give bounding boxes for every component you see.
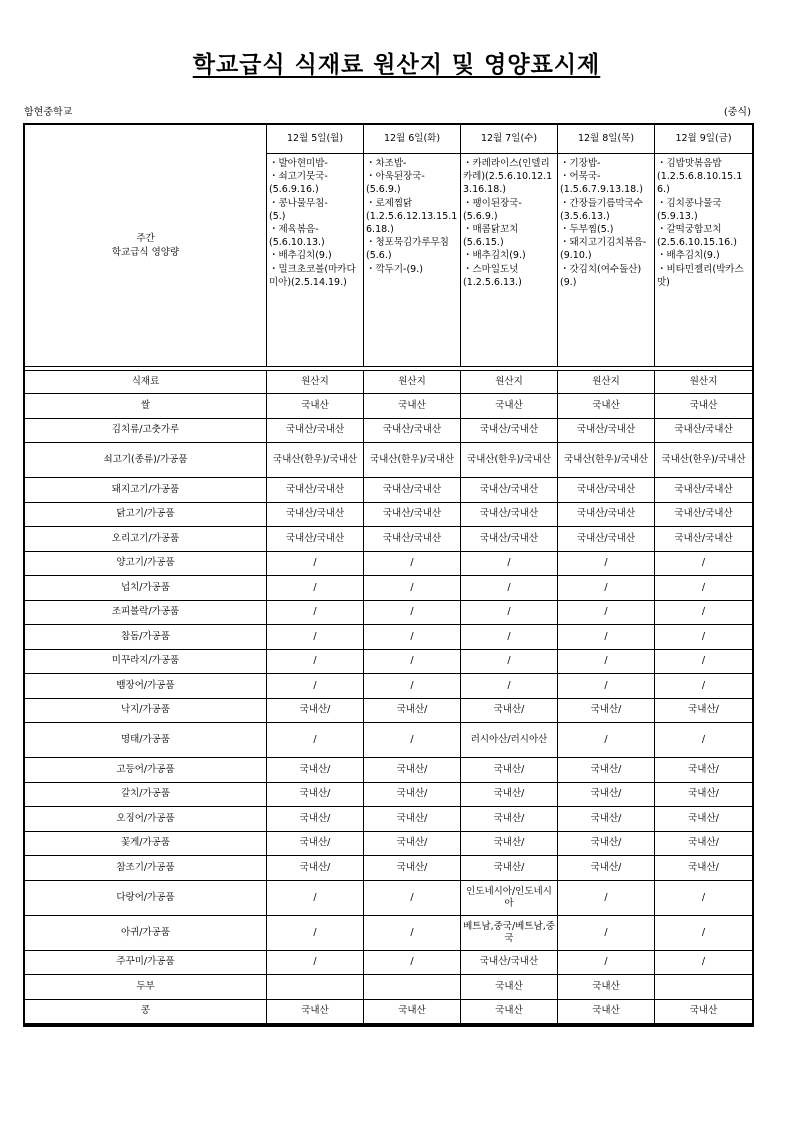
origin-value: 국내산/ [461, 831, 558, 856]
menu-date: 12월 6일(화) [364, 125, 461, 154]
origin-value: 국내산 [558, 975, 655, 1000]
origin-value [655, 975, 753, 1000]
ingredient-name: 참돔/가공품 [25, 625, 267, 650]
origin-value: 국내산/ [558, 856, 655, 881]
origin-header-row [25, 371, 753, 394]
origin-value: 국내산 [461, 975, 558, 1000]
menu-item: ・스마일도넛 [463, 263, 519, 275]
ingredient-name: 넙치/가공품 [25, 576, 267, 601]
origin-row [25, 880, 753, 915]
menu-cell [267, 154, 364, 367]
origin-value: / [364, 625, 461, 650]
origin-value: 국내산/ [461, 782, 558, 807]
origin-value: 국내산 [461, 394, 558, 419]
origin-value: 국내산 [461, 999, 558, 1024]
origin-value: / [267, 950, 364, 975]
menu-item: ・제육볶음- [269, 224, 319, 236]
origin-row [25, 915, 753, 950]
school-name: 함현중학교 [24, 107, 73, 118]
origin-value: 국내산(한우)/국내산 [655, 443, 753, 478]
menu-date-row [25, 125, 753, 154]
origin-header: 원산지 [558, 371, 655, 394]
origin-value: 국내산/국내산 [364, 418, 461, 443]
menu-item: (5.9.13.) [657, 210, 698, 222]
origin-value: / [655, 576, 753, 601]
origin-value: 국내산/국내산 [461, 478, 558, 503]
origin-value: 국내산/ [558, 807, 655, 832]
origin-value [267, 975, 364, 1000]
ingredient-name: 미꾸라지/가공품 [25, 649, 267, 674]
origin-value: 국내산/국내산 [558, 527, 655, 552]
menu-item: ・콩나물무침- [269, 197, 328, 209]
menu-cell [655, 154, 753, 367]
menu-item: (5.6.9.16.) [269, 184, 319, 196]
origin-value: 국내산/ [364, 807, 461, 832]
ingredient-name: 콩 [25, 999, 267, 1024]
origin-row [25, 600, 753, 625]
origin-value: 국내산/ [461, 698, 558, 723]
origin-value: / [558, 625, 655, 650]
origin-value: / [655, 915, 753, 950]
origin-header: 원산지 [364, 371, 461, 394]
origin-value: 국내산/ [364, 782, 461, 807]
origin-value: 국내산/ [558, 782, 655, 807]
origin-row [25, 551, 753, 576]
origin-value: / [558, 649, 655, 674]
origin-value: / [267, 674, 364, 699]
origin-value: / [461, 625, 558, 650]
origin-value: / [364, 880, 461, 915]
ingredient-name: 뱀장어/가공품 [25, 674, 267, 699]
origin-value: 국내산 [558, 394, 655, 419]
menu-item: (1.2.5.6.12.13.15.16.18.) [366, 210, 458, 236]
origin-value: / [461, 600, 558, 625]
origin-value: 국내산/ [461, 758, 558, 783]
menu-item: (5.6.10.13.) [269, 237, 325, 249]
origin-value: / [558, 551, 655, 576]
origin-value: / [461, 649, 558, 674]
menu-item: ・갈떡궁합꼬치 [657, 224, 722, 236]
origin-value: 국내산/ [364, 856, 461, 881]
origin-value: / [558, 674, 655, 699]
ingredient-name: 김치류/고춧가루 [25, 418, 267, 443]
ingredient-name: 꽃게/가공품 [25, 831, 267, 856]
origin-value: / [267, 915, 364, 950]
origin-value: 국내산/국내산 [461, 418, 558, 443]
origin-row [25, 418, 753, 443]
menu-item: (5.6.15.) [463, 237, 504, 249]
ingredient-name: 주꾸미/가공품 [25, 950, 267, 975]
menu-item: (2.5.6.10.15.16.) [657, 237, 737, 249]
menu-date: 12월 7일(수) [461, 125, 558, 154]
origin-value: / [558, 950, 655, 975]
origin-row [25, 856, 753, 881]
main-table [24, 124, 753, 1024]
origin-value: 국내산(한우)/국내산 [461, 443, 558, 478]
origin-value: 국내산/국내산 [655, 418, 753, 443]
origin-value: 국내산/ [267, 831, 364, 856]
menu-item: ・청포묵김가루무침(5.6.) [366, 237, 449, 262]
menu-item: ・아욱된장국- [366, 171, 425, 183]
menu-item: ・기장밥- [560, 158, 601, 169]
menu-item: ・배추김치(9.) [463, 250, 526, 262]
menu-item: ・갓김치(여수돌산)(9.) [560, 263, 642, 288]
ingredient-name: 쌀 [25, 394, 267, 419]
origin-value: / [558, 880, 655, 915]
menu-date: 12월 8일(목) [558, 125, 655, 154]
origin-value: 국내산 [364, 999, 461, 1024]
ingredient-name: 낙지/가공품 [25, 698, 267, 723]
menu-item: ・밀크초코볼(마카다미아)(2.5.14.19.) [269, 263, 356, 288]
menu-item: ・깍두기-(9.) [366, 263, 423, 275]
menu-item: ・간장들기름막국수(3.5.6.13.) [560, 197, 643, 222]
menu-item: (5.) [269, 210, 286, 222]
origin-value: / [267, 576, 364, 601]
origin-value: / [364, 600, 461, 625]
menu-date: 12월 5일(월) [267, 125, 364, 154]
origin-value: 국내산 [558, 999, 655, 1024]
origin-value: 국내산/ [267, 782, 364, 807]
origin-value: / [558, 915, 655, 950]
origin-header: 원산지 [461, 371, 558, 394]
origin-row [25, 443, 753, 478]
origin-header: 원산지 [267, 371, 364, 394]
menu-item: (1.2.5.6.8.10.15.16.) [657, 171, 743, 196]
menu-item: (5.6.9.) [463, 210, 498, 222]
origin-value: 국내산/ [267, 698, 364, 723]
menu-item: ・배추김치(9.) [657, 250, 720, 262]
menu-item: ・카레라이스(인델리카레)(2.5.6.10.12.13.16.18.) [463, 158, 553, 196]
ingredient-header: 식재료 [25, 371, 267, 394]
origin-value: / [655, 551, 753, 576]
origin-value: / [267, 551, 364, 576]
origin-value: 국내산 [267, 394, 364, 419]
origin-row [25, 674, 753, 699]
origin-row [25, 975, 753, 1000]
origin-value: 국내산/국내산 [267, 527, 364, 552]
origin-value: 국내산/ [655, 807, 753, 832]
origin-value: 국내산/ [655, 856, 753, 881]
origin-value: 국내산/ [558, 831, 655, 856]
menu-origin-table [23, 123, 754, 1027]
origin-value: / [655, 950, 753, 975]
origin-value: 국내산/국내산 [558, 478, 655, 503]
menu-item: ・팽이된장국- [463, 197, 522, 209]
origin-value: 국내산/국내산 [461, 502, 558, 527]
menu-cell [558, 154, 655, 367]
origin-value: / [655, 649, 753, 674]
ingredient-name: 쇠고기(종류)/가공품 [25, 443, 267, 478]
origin-value: 국내산/국내산 [364, 502, 461, 527]
origin-value: 국내산/ [655, 758, 753, 783]
origin-value: 국내산 [655, 394, 753, 419]
origin-value: 국내산/국내산 [461, 950, 558, 975]
origin-value: / [364, 576, 461, 601]
origin-value: / [364, 649, 461, 674]
origin-value: 러시아산/러시아산 [461, 723, 558, 758]
origin-value: 국내산 [655, 999, 753, 1024]
origin-value: 국내산/국내산 [558, 502, 655, 527]
origin-value: / [461, 576, 558, 601]
origin-row [25, 625, 753, 650]
menu-item: ・쇠고기뭇국- [269, 171, 328, 183]
ingredient-name: 양고기/가공품 [25, 551, 267, 576]
origin-row [25, 999, 753, 1024]
ingredient-name: 오리고기/가공품 [25, 527, 267, 552]
origin-value: 국내산/ [655, 831, 753, 856]
origin-value: / [267, 649, 364, 674]
origin-value: 국내산/국내산 [267, 418, 364, 443]
origin-value: 국내산/ [364, 698, 461, 723]
origin-value: 국내산/국내산 [267, 478, 364, 503]
origin-value: 국내산/ [461, 856, 558, 881]
origin-value [364, 975, 461, 1000]
origin-value: 국내산/국내산 [558, 418, 655, 443]
menu-item: (1.2.5.6.13.) [463, 276, 522, 288]
menu-date: 12월 9일(금) [655, 125, 753, 154]
origin-value: / [655, 880, 753, 915]
menu-item: ・김밥맛볶음밥 [657, 158, 722, 169]
origin-value: 국내산/ [558, 758, 655, 783]
origin-header: 원산지 [655, 371, 753, 394]
origin-value: 국내산/ [461, 807, 558, 832]
origin-value: / [461, 674, 558, 699]
origin-value: 국내산 [267, 999, 364, 1024]
origin-row [25, 807, 753, 832]
origin-row [25, 723, 753, 758]
origin-value: 국내산/ [267, 807, 364, 832]
ingredient-name: 아귀/가공품 [25, 915, 267, 950]
origin-value: / [655, 674, 753, 699]
origin-value: / [267, 600, 364, 625]
ingredient-name: 조피볼락/가공품 [25, 600, 267, 625]
origin-row [25, 527, 753, 552]
origin-value: / [558, 600, 655, 625]
origin-value: / [364, 950, 461, 975]
ingredient-name: 두부 [25, 975, 267, 1000]
menu-item: ・로제찜닭 [366, 197, 413, 209]
menu-item: ・김치콩나물국 [657, 197, 722, 209]
origin-value: / [364, 551, 461, 576]
origin-value: 인도네시아/인도네시아 [461, 880, 558, 915]
origin-value: / [655, 723, 753, 758]
origin-row [25, 698, 753, 723]
origin-value: / [461, 551, 558, 576]
ingredient-name: 오징어/가공품 [25, 807, 267, 832]
menu-item: ・발아현미밥- [269, 158, 328, 169]
origin-value: / [267, 723, 364, 758]
menu-item: ・어묵국- [560, 171, 601, 183]
menu-item: (5.6.9.) [366, 184, 401, 196]
origin-value: 국내산/ [267, 856, 364, 881]
document-title: 학교급식 식재료 원산지 및 영양표시제 [192, 52, 601, 78]
menu-item: ・배추김치(9.) [269, 250, 332, 262]
menu-cell [461, 154, 558, 367]
origin-value: 국내산/국내산 [267, 502, 364, 527]
origin-value: / [655, 625, 753, 650]
origin-value: 국내산/국내산 [364, 527, 461, 552]
origin-value: 국내산/국내산 [655, 478, 753, 503]
origin-value: / [558, 576, 655, 601]
origin-value: 국내산/국내산 [655, 527, 753, 552]
origin-value: / [267, 880, 364, 915]
menu-item: ・돼지고기김치볶음-(9.10.) [560, 237, 647, 262]
origin-value: / [364, 723, 461, 758]
origin-value: 국내산/ [364, 831, 461, 856]
origin-row [25, 831, 753, 856]
meal-type-label: (중식) [723, 107, 751, 118]
menu-item: ・매콤닭꼬치 [463, 224, 519, 236]
ingredient-name: 돼지고기/가공품 [25, 478, 267, 503]
origin-value: / [267, 625, 364, 650]
origin-value: 국내산/국내산 [364, 478, 461, 503]
origin-value: 국내산(한우)/국내산 [364, 443, 461, 478]
origin-row [25, 576, 753, 601]
origin-value: 국내산 [364, 394, 461, 419]
origin-value: 국내산/ [364, 758, 461, 783]
origin-value: 국내산/국내산 [461, 527, 558, 552]
origin-value: 국내산/국내산 [655, 502, 753, 527]
origin-value: / [364, 915, 461, 950]
ingredient-name: 고등어/가공품 [25, 758, 267, 783]
origin-value: 베트남,중국/베트남,중국 [461, 915, 558, 950]
origin-row [25, 758, 753, 783]
origin-row [25, 394, 753, 419]
ingredient-name: 참조기/가공품 [25, 856, 267, 881]
ingredient-name: 닭고기/가공품 [25, 502, 267, 527]
menu-item: (1.5.6.7.9.13.18.) [560, 184, 643, 196]
origin-value: 국내산/ [558, 698, 655, 723]
origin-value: / [364, 674, 461, 699]
origin-row [25, 502, 753, 527]
origin-value: / [655, 600, 753, 625]
origin-value: 국내산(한우)/국내산 [267, 443, 364, 478]
menu-item: ・비타민젤리(박카스맛) [657, 263, 744, 288]
ingredient-name: 다랑어/가공품 [25, 880, 267, 915]
origin-value: / [558, 723, 655, 758]
origin-row [25, 950, 753, 975]
ingredient-name: 명태/가공품 [25, 723, 267, 758]
origin-row [25, 649, 753, 674]
origin-row [25, 478, 753, 503]
weekly-nutrition-label: 주간 학교급식 영양량 [25, 125, 267, 367]
menu-cell [364, 154, 461, 367]
origin-value: 국내산/ [655, 782, 753, 807]
menu-item: ・두부찜(5.) [560, 224, 614, 236]
origin-value: 국내산/ [655, 698, 753, 723]
origin-value: 국내산/ [267, 758, 364, 783]
origin-value: 국내산(한우)/국내산 [558, 443, 655, 478]
menu-item: ・차조밥- [366, 158, 407, 169]
origin-row [25, 782, 753, 807]
ingredient-name: 갈치/가공품 [25, 782, 267, 807]
